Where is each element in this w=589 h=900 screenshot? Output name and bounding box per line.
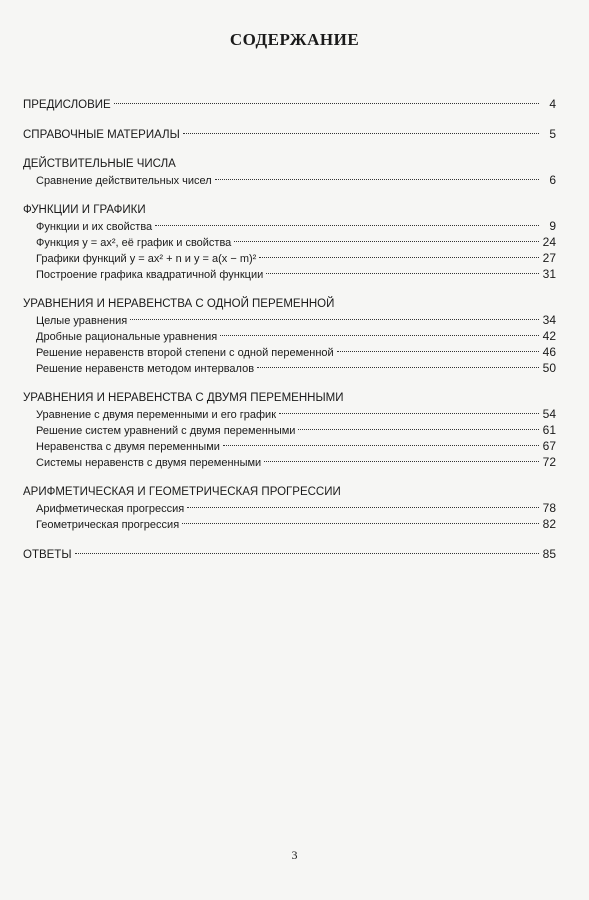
toc-entry-label: Системы неравенств с двумя переменными (36, 457, 262, 469)
toc-entry[interactable] (23, 516, 556, 532)
dot-leader (266, 273, 539, 274)
toc-entry[interactable] (23, 344, 556, 360)
toc-entry-answers[interactable] (23, 546, 556, 562)
toc-entry-label: Геометрическая прогрессия (36, 519, 180, 531)
dot-leader (183, 133, 539, 134)
toc-entry[interactable] (23, 250, 556, 266)
toc-page-number: 67 (542, 439, 556, 453)
page-number: 3 (291, 848, 298, 862)
dot-leader (220, 335, 539, 336)
toc-entry[interactable] (23, 406, 556, 422)
toc-page-number: 5 (549, 127, 556, 141)
toc-page-number: 85 (542, 547, 556, 561)
dot-leader (130, 319, 539, 320)
toc-entry-label: Дробные рациональные уравнения (36, 331, 218, 343)
dot-leader (264, 461, 539, 462)
toc-entry-label: СПРАВОЧНЫЕ МАТЕРИАЛЫ (23, 129, 180, 141)
toc-entry[interactable] (23, 266, 556, 282)
toc-entry-label: Графики функций y = ax² + n и y = a(x − m)² (36, 253, 257, 265)
toc-entry[interactable] (23, 500, 556, 516)
dot-leader (155, 225, 539, 226)
toc-entry-label: Решение неравенств второй степени с одной переменной (36, 347, 334, 359)
toc-page-number: 54 (542, 407, 556, 421)
toc-entry-label: Неравенства с двумя переменными (36, 441, 220, 453)
toc-page-number: 31 (542, 267, 556, 281)
toc-section-heading: ДЕЙСТВИТЕЛЬНЫЕ ЧИСЛА (23, 158, 176, 170)
toc-entry-label: Решение систем уравнений с двумя переменными (36, 425, 296, 437)
toc-entry[interactable] (23, 422, 556, 438)
toc-page-number: 61 (542, 423, 556, 437)
toc-section-heading: ФУНКЦИИ И ГРАФИКИ (23, 204, 146, 216)
toc-entry-label: Уравнение с двумя переменными и его график (36, 409, 277, 421)
toc-page-number: 42 (542, 329, 556, 343)
toc-entry-preface[interactable] (23, 96, 556, 112)
toc-entry[interactable] (23, 218, 556, 234)
toc-entry-label: Сравнение действительных чисел (36, 175, 212, 187)
dot-leader (75, 553, 539, 554)
toc-section-heading: АРИФМЕТИЧЕСКАЯ И ГЕОМЕТРИЧЕСКАЯ ПРОГРЕССИИ (23, 486, 341, 498)
dot-leader (215, 179, 539, 180)
toc-entry[interactable] (23, 438, 556, 454)
toc-page-number: 82 (542, 517, 556, 531)
toc-entry-label: ПРЕДИСЛОВИЕ (23, 99, 111, 111)
dot-leader (337, 351, 539, 352)
dot-leader (182, 523, 539, 524)
toc-entry-label: Построение графика квадратичной функции (36, 269, 264, 281)
toc-page-number: 50 (542, 361, 556, 375)
page-title: СОДЕРЖАНИЕ (229, 30, 360, 49)
toc-entry-label: Целые уравнения (36, 315, 128, 327)
dot-leader (114, 103, 539, 104)
toc-page-number: 9 (549, 219, 556, 233)
toc-section-heading: УРАВНЕНИЯ И НЕРАВЕНСТВА С ДВУМЯ ПЕРЕМЕННЫМИ (23, 392, 344, 404)
toc-page-number: 46 (542, 345, 556, 359)
toc-entry-label: ОТВЕТЫ (23, 549, 72, 561)
dot-leader (234, 241, 539, 242)
toc-entry[interactable] (23, 312, 556, 328)
dot-leader (259, 257, 539, 258)
toc-page-number: 6 (549, 173, 556, 187)
toc-entry-reference[interactable] (23, 126, 556, 142)
toc-entry[interactable] (23, 328, 556, 344)
toc-entry[interactable] (23, 454, 556, 470)
toc-page-number: 4 (549, 97, 556, 111)
dot-leader (279, 413, 539, 414)
toc-page-number: 34 (542, 313, 556, 327)
dot-leader (257, 367, 539, 368)
toc-entry[interactable] (23, 172, 556, 188)
table-of-contents (23, 90, 556, 562)
dot-leader (187, 507, 539, 508)
toc-page-number: 78 (542, 501, 556, 515)
toc-entry-label: Функции и их свойства (36, 221, 153, 233)
toc-entry-label: Арифметическая прогрессия (36, 503, 185, 515)
toc-entry-label: Решение неравенств методом интервалов (36, 363, 255, 375)
toc-page-number: 24 (542, 235, 556, 249)
dot-leader (298, 429, 539, 430)
toc-section-heading: УРАВНЕНИЯ И НЕРАВЕНСТВА С ОДНОЙ ПЕРЕМЕННОЙ (23, 298, 335, 310)
toc-page-number: 27 (542, 251, 556, 265)
toc-entry-label: Функция y = ax², её график и свойства (36, 237, 232, 249)
dot-leader (223, 445, 539, 446)
toc-entry[interactable] (23, 234, 556, 250)
toc-entry[interactable] (23, 360, 556, 376)
toc-page-number: 72 (542, 455, 556, 469)
